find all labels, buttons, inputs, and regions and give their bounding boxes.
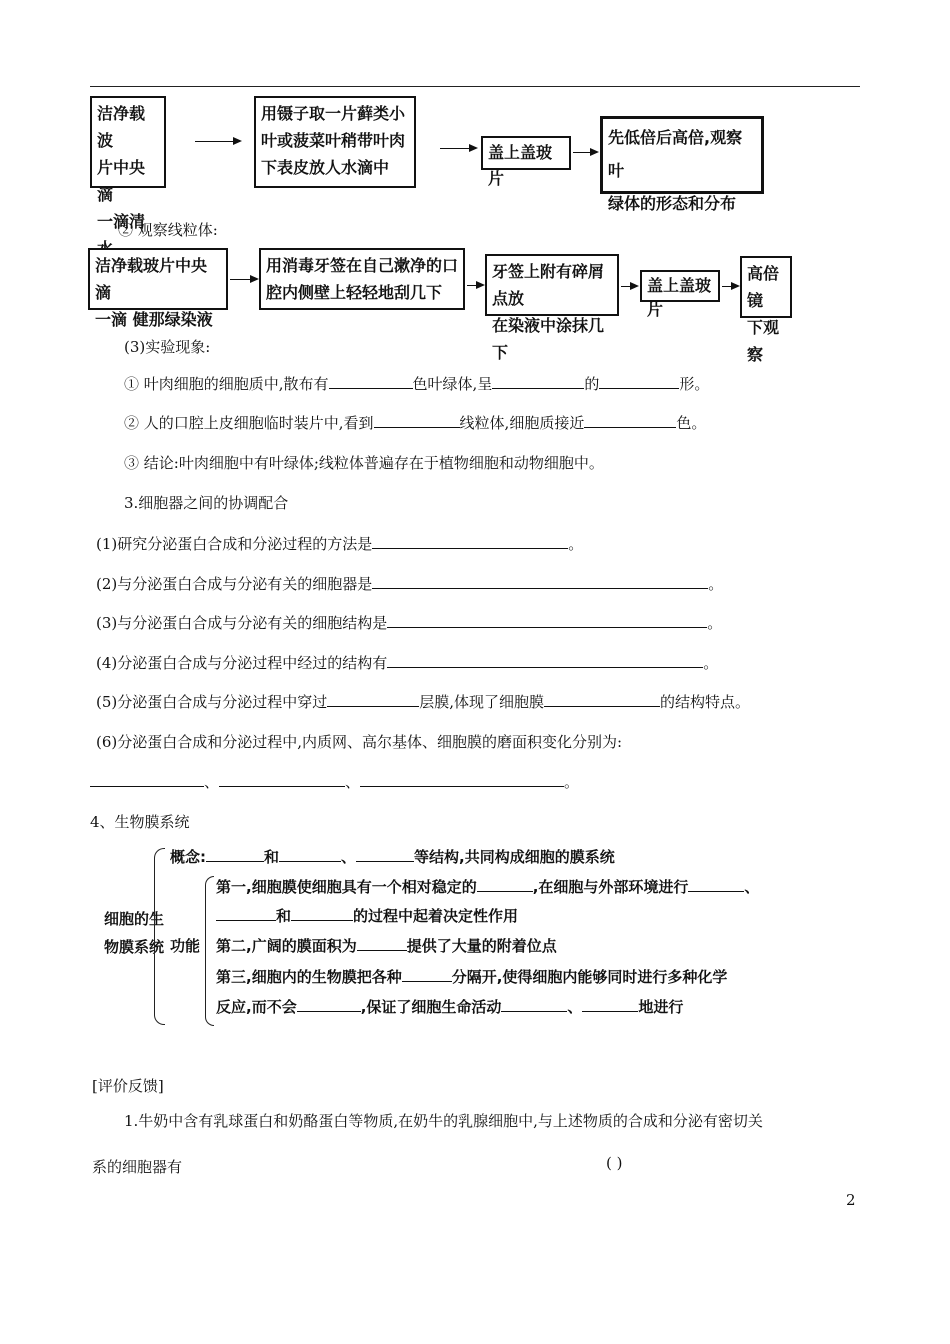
flow2-step4: 盖上盖玻片 xyxy=(640,270,720,302)
blank-concept-1[interactable] xyxy=(206,847,264,862)
blank-q3[interactable] xyxy=(387,613,707,628)
blank-f2-enzymes[interactable] xyxy=(357,936,407,951)
blank-concept-3[interactable] xyxy=(356,847,414,862)
membrane-root-label: 细胞的生 物膜系统 xyxy=(104,910,165,956)
header-rule xyxy=(90,86,860,87)
flow2-step2: 用消毒牙签在自己漱净的口 腔内侧壁上轻轻地刮几下 xyxy=(259,248,465,310)
flow1-arrow-1 xyxy=(195,141,240,142)
blank-chloroplast-color[interactable] xyxy=(329,374,413,389)
flow1-arrow-2 xyxy=(440,148,476,149)
section3-q3: (3)与分泌蛋白合成与分泌有关的细胞结构是 。 xyxy=(96,614,723,632)
phenomena-heading: (3)实验现象: xyxy=(124,338,211,356)
blank-q5-layers[interactable] xyxy=(327,692,419,707)
flow2-arrow-4 xyxy=(722,286,738,287)
section3-q4: (4)分泌蛋白合成与分泌过程中经过的结构有 。 xyxy=(96,654,719,672)
phenomena-conclusion: ③ 结论:叶肉细胞中有叶绿体;线粒体普遍存在于植物细胞和动物细胞中。 xyxy=(124,454,604,472)
blank-concept-2[interactable] xyxy=(279,847,341,862)
page-number: 2 xyxy=(846,1191,856,1209)
phenomena-line-2: ② 人的口腔上皮细胞临时装片中,看到 线粒体,细胞质接近 色。 xyxy=(124,414,707,432)
section3-q1: (1)研究分泌蛋白合成和分泌过程的方法是 。 xyxy=(96,535,584,553)
concept-row: 概念: 和 、 等结构,共同构成细胞的膜系统 xyxy=(170,848,615,866)
flow1-step4: 先低倍后高倍,观察叶 绿体的形态和分布 xyxy=(600,116,764,194)
flow1-step3: 盖上盖玻片 xyxy=(481,136,571,170)
blank-f1-env[interactable] xyxy=(477,877,533,892)
section3-heading: 3.细胞器之间的协调配合 xyxy=(124,494,289,512)
function-2: 第二,广阔的膜面积为 提供了大量的附着位点 xyxy=(216,937,557,955)
blank-mito-color[interactable] xyxy=(374,413,460,428)
flow2-arrow-3 xyxy=(621,286,637,287)
blank-f1-exchange-2[interactable] xyxy=(216,906,276,921)
blank-q2[interactable] xyxy=(372,574,708,589)
root-brace xyxy=(154,848,165,1025)
section3-q6-blanks: 、 、 。 xyxy=(90,771,579,792)
blank-chloroplast-shape-1[interactable] xyxy=(492,374,584,389)
blank-cytoplasm-color[interactable] xyxy=(584,413,676,428)
blank-f3-orderly[interactable] xyxy=(582,997,638,1012)
feedback-heading: [评价反馈] xyxy=(92,1077,164,1095)
blank-q6-golgi[interactable] xyxy=(219,772,345,787)
flow1-step1: 洁净载波 片中央滴 一滴清 xyxy=(90,96,166,188)
feedback-q1-line2: 系的细胞器有 xyxy=(92,1158,183,1176)
mito-heading: ② 观察线粒体: xyxy=(118,221,218,239)
blank-f3-interfere[interactable] xyxy=(297,997,361,1012)
answer-paren[interactable]: ( ) xyxy=(606,1154,623,1172)
flow2-arrow-2 xyxy=(467,285,483,286)
blank-q5-property[interactable] xyxy=(544,692,660,707)
blank-f1-exchange-3[interactable] xyxy=(291,906,353,921)
phenomena-line-1: ① 叶肉细胞的细胞质中,散布有 色叶绿体,呈 的 形。 xyxy=(124,375,710,393)
section4-heading: 4、生物膜系统 xyxy=(90,813,190,831)
flow1-step2: 用镊子取一片藓类小 叶或菠菜叶稍带叶肉 下表皮放人水滴中 xyxy=(254,96,416,188)
function-1b: 和 的过程中起着决定性作用 xyxy=(216,905,518,926)
function-3a: 第三,细胞内的生物膜把各种 分隔开,使得细胞内能够同时进行多种化学 xyxy=(216,968,728,986)
blank-q4[interactable] xyxy=(387,653,703,668)
blank-q6-membrane[interactable] xyxy=(360,772,564,787)
section3-q2: (2)与分泌蛋白合成与分泌有关的细胞器是 。 xyxy=(96,575,724,593)
flow1-arrow-3 xyxy=(573,152,597,153)
flow2-step3: 牙签上附有碎屑点放 在染液中涂抹几下 xyxy=(485,254,619,316)
blank-q6-er[interactable] xyxy=(90,772,204,787)
flow2-step1: 洁净载玻片中央滴 一滴 健那绿染液 xyxy=(88,248,228,310)
function-brace xyxy=(205,876,214,1026)
blank-f3-organelles[interactable] xyxy=(402,967,452,982)
blank-f1-exchange-1[interactable] xyxy=(688,877,744,892)
function-1a: 第一,细胞膜使细胞具有一个相对稳定的 ,在细胞与外部环境进行 、 xyxy=(216,878,760,896)
flow2-step5: 高倍镜 下观察 xyxy=(740,256,792,318)
blank-chloroplast-shape-2[interactable] xyxy=(599,374,679,389)
flow2-arrow-1 xyxy=(230,279,257,280)
function-3b: 反应,而不会 ,保证了细胞生命活动 、 地进行 xyxy=(216,998,684,1016)
function-label: 功能 xyxy=(170,937,201,955)
feedback-q1-line1: 1.牛奶中含有乳球蛋白和奶酪蛋白等物质,在奶牛的乳腺细胞中,与上述物质的合成和分泌有密切关 xyxy=(124,1112,763,1130)
section3-q5: (5)分泌蛋白合成与分泌过程中穿过 层膜,体现了细胞膜 的结构特点。 xyxy=(96,693,751,711)
section3-q6: (6)分泌蛋白合成和分泌过程中,内质网、高尔基体、细胞膜的磨面积变化分别为: xyxy=(96,733,623,751)
blank-q1[interactable] xyxy=(372,534,568,549)
blank-f3-efficient[interactable] xyxy=(501,997,567,1012)
